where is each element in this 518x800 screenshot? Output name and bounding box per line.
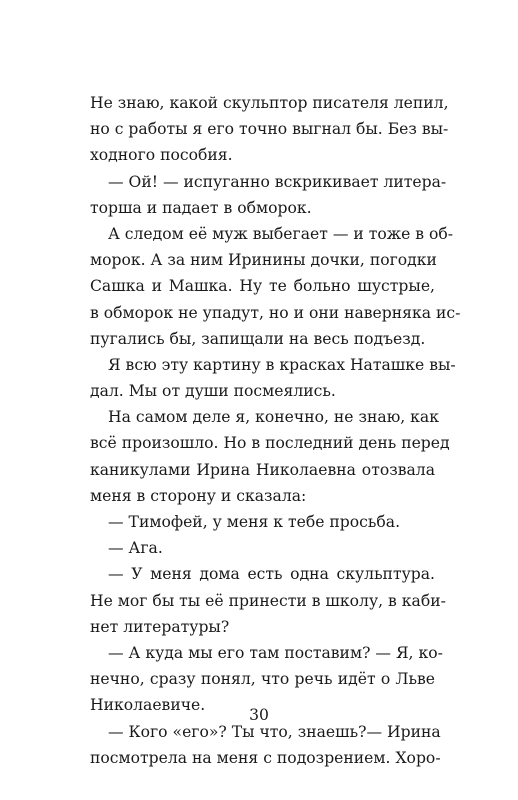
body-text <box>90 90 461 771</box>
text-line: Николаевиче. <box>90 696 206 715</box>
text-line: посмотрела на меня с подозрением. Хоро- <box>90 748 441 767</box>
text-line: — Ой! — испуганно вскрикивает литера- <box>108 172 447 191</box>
text-line: — Тимофей, у меня к тебе просьба. <box>108 513 401 531</box>
text-line: всё произошло. Но в последний день перед <box>90 434 450 453</box>
text-line: каникулами Ирина Николаевна отозвала <box>90 460 435 479</box>
text-line: торша и падает в обморок. <box>90 198 312 217</box>
text-line: но с работы я его точно выгнал бы. Без вы- <box>90 120 449 139</box>
text-line: морок. А за ним Иринины дочки, погодки <box>90 251 437 270</box>
text-line: нечно, сразу понял, что речь идёт о Льве <box>90 670 435 689</box>
text-line: Не знаю, какой скульптор писателя лепил, <box>90 94 449 112</box>
text-line: дал. Мы от души посмеялись. <box>90 382 336 401</box>
text-line: нет литературы? <box>90 617 230 636</box>
text-line: Сашка и Машка. Ну те больно шустрые, <box>90 277 435 296</box>
text-line: Я всю эту картину в красках Наташке вы- <box>108 355 456 374</box>
text-line: — А куда мы его там поставим? — Я, ко- <box>108 643 443 662</box>
text-line: в обморок не упадут, но и они наверняка ис- <box>90 303 461 322</box>
text-line: ходного пособия. <box>90 146 233 165</box>
page-number: 30 <box>249 706 269 724</box>
text-line: — У меня дома есть одна скульптура. <box>108 565 435 584</box>
text-line: На самом деле я, конечно, не знаю, как <box>108 408 439 427</box>
text-line: — Кого «его»? Ты что, знаешь?— Ирина <box>108 722 441 741</box>
text-line: меня в сторону и сказала: <box>90 486 307 505</box>
text-line: — Ага. <box>108 539 163 558</box>
text-line: Не мог бы ты её принести в школу, в каби- <box>90 591 446 610</box>
text-line: пугались бы, запищали на весь подъезд. <box>90 329 426 348</box>
text-line: А следом её муж выбегает — и тоже в об- <box>108 224 454 243</box>
